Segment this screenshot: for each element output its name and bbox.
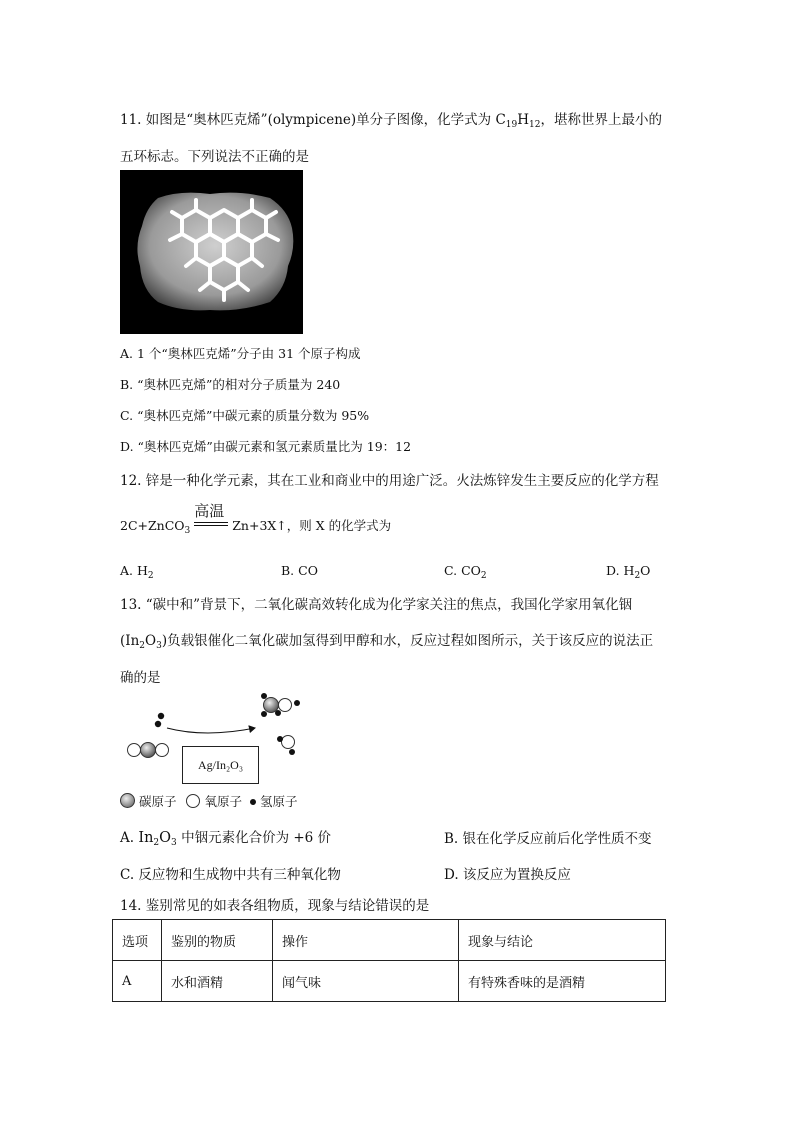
q11-stem-line2: 五环标志。下列说法不正确的是 bbox=[120, 149, 309, 165]
table-header-cell: 操作 bbox=[273, 920, 459, 961]
atom-legend: 碳原子 氧原子 氢原子 bbox=[120, 792, 297, 810]
q11-option-a: A. 1 个“奥林匹克烯”分子由 31 个原子构成 bbox=[120, 346, 361, 361]
q13-stem-line1: 13. “碳中和”背景下，二氧化碳高效转化成为化学家关注的焦点，我国化学家用氧化铟 bbox=[120, 597, 633, 613]
oxygen-atom-icon bbox=[186, 794, 200, 808]
table-cell: A bbox=[113, 961, 162, 1002]
q11-option-d: D. “奥林匹克烯”由碳元素和氢元素质量比为 19：12 bbox=[120, 439, 412, 454]
q13-option-a: A. $In_2O_3$ 中铟元素化合价为 +6 价 bbox=[120, 830, 332, 848]
q11-option-b: B. “奥林匹克烯”的相对分子质量为 240 bbox=[120, 377, 341, 392]
carbon-atom-icon bbox=[120, 793, 135, 808]
q12-option-c: C. $CO_2$ bbox=[444, 563, 487, 581]
table-row bbox=[113, 961, 666, 1002]
table-header-cell: 选项 bbox=[113, 920, 162, 961]
q14-table bbox=[112, 919, 666, 1002]
q11-stem-line1: 11. 如图是“奥林匹克烯”(olympicene)单分子图像，化学式为 $C_{19}H_{12}$，堪称世界上最小的 bbox=[120, 112, 662, 130]
table-header-row bbox=[113, 920, 666, 961]
q12-stem-line1: 12. 锌是一种化学元素，其在工业和商业中的用途广泛。火法炼锌发生主要反应的化学方程 bbox=[120, 473, 659, 489]
table-header-cell: 鉴别的物质 bbox=[162, 920, 273, 961]
table-cell: 有特殊香味的是酒精 bbox=[459, 961, 666, 1002]
q13-option-b: B. 银在化学反应前后化学性质不变 bbox=[444, 831, 652, 847]
catalyst-box: Ag/In₂O₃ bbox=[182, 746, 259, 784]
q13-option-c: C. 反应物和生成物中共有三种氧化物 bbox=[120, 867, 341, 883]
q11-option-c: C. “奥林匹克烯”中碳元素的质量分数为 95% bbox=[120, 408, 370, 423]
q12-option-b: B. CO bbox=[281, 563, 318, 578]
hydrogen-atom-icon bbox=[250, 799, 256, 805]
table-header-cell: 现象与结论 bbox=[459, 920, 666, 961]
reaction-arrow-equals bbox=[194, 502, 228, 530]
olympicene-molecule-image bbox=[120, 170, 303, 334]
reaction-condition: 高温 bbox=[194, 502, 225, 520]
table-cell: 水和酒精 bbox=[162, 961, 273, 1002]
q13-option-d: D. 该反应为置换反应 bbox=[444, 867, 571, 883]
q12-option-d: D. $H_2O$ bbox=[606, 563, 651, 581]
q13-stem-line3: 确的是 bbox=[120, 670, 161, 686]
q13-stem-line2: $(In_2O_3)$负载银催化二氧化碳加氢得到甲醇和水，反应过程如图所示，关于该反应的说法正 bbox=[120, 633, 654, 651]
q14-stem: 14. 鉴别常见的如表各组物质，现象与结论错误的是 bbox=[120, 898, 430, 914]
table-cell: 闻气味 bbox=[273, 961, 459, 1002]
q12-equation: 2C+ZnCO$_3$ 高温 Zn+3X↑，则 X 的化学式为 bbox=[120, 502, 392, 536]
q12-option-a: A. $H_2$ bbox=[120, 563, 154, 581]
